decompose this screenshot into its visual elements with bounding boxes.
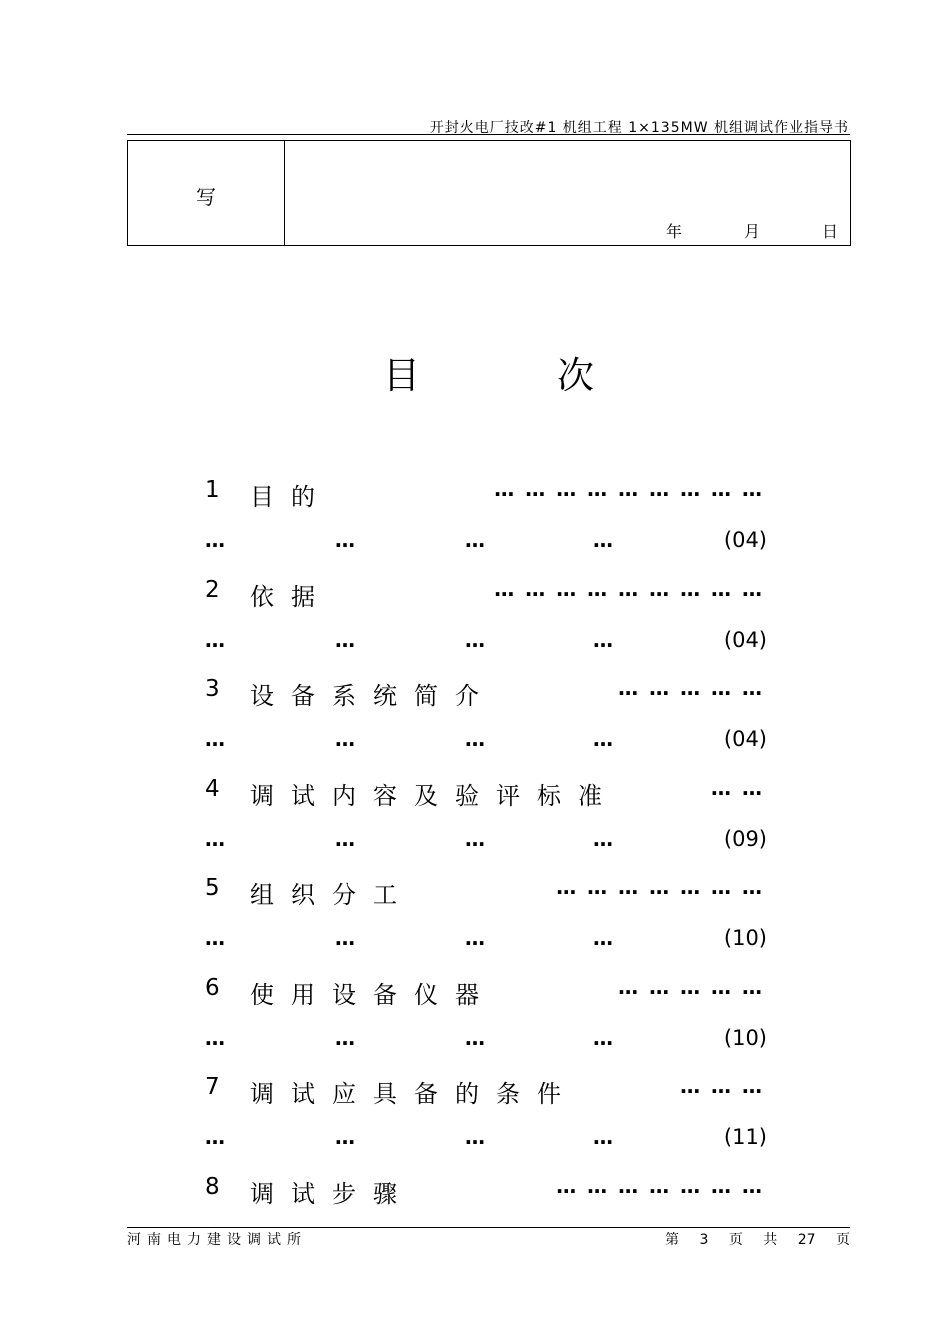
toc-entry-number: 8: [205, 1174, 220, 1200]
toc-leader-dots: …: [593, 827, 613, 851]
toc-entry-title-char: 调: [250, 1080, 274, 1108]
toc-entry-title-char: 调: [250, 1180, 274, 1208]
toc-leader-dots: …: [465, 1125, 485, 1149]
toc-entry[interactable]: [0, 875, 950, 911]
toc-entry-title-char: 介: [455, 682, 479, 710]
header-rule: [127, 134, 850, 135]
toc-leader-dots: …: [465, 727, 485, 751]
toc-title-right: 次: [557, 354, 594, 397]
toc-entry-title: [250, 1174, 414, 1209]
toc-entry-title-char: 使: [250, 981, 274, 1009]
signature-label: 写: [196, 185, 216, 209]
footer-page-current: 3: [699, 1232, 709, 1248]
signature-table: [127, 140, 851, 246]
toc-leader-dots: …: [593, 727, 613, 751]
toc-entry[interactable]: [0, 975, 950, 1011]
toc-leader-dots: …: [205, 1026, 225, 1050]
toc-entry-title-char: 依: [250, 583, 274, 611]
toc-entry-title: [250, 577, 332, 612]
toc-entry-title-char: 步: [332, 1180, 356, 1208]
toc-leader-dots: …: [205, 628, 225, 652]
toc-entry-number: 4: [205, 776, 220, 802]
footer-page-info: [665, 1229, 850, 1249]
toc-leader-dots: …: [205, 926, 225, 950]
toc-entry-title-char: 件: [537, 1080, 561, 1108]
toc-leader-dots: … … … … …: [618, 676, 764, 700]
date-month-label: 月: [744, 222, 761, 241]
toc-entry-page-number: (11): [723, 1125, 767, 1149]
toc-leader-dots: …: [593, 628, 613, 652]
toc-entry-title-char: 骤: [373, 1180, 397, 1208]
date-year-label: 年: [666, 222, 683, 241]
toc-entry-page-number: (09): [723, 827, 767, 851]
toc-title-left: 目: [383, 354, 420, 397]
toc-entry-number: 1: [205, 477, 220, 503]
toc-entry-number: 6: [205, 975, 220, 1001]
table-divider: [284, 141, 285, 245]
toc-entry-title-char: 验: [455, 782, 479, 810]
toc-entry-title-char: 据: [291, 583, 315, 611]
toc-entry-title-char: 组: [250, 881, 274, 909]
toc-entry-number: 2: [205, 577, 220, 603]
toc-entry-title: [250, 776, 619, 811]
toc-entry-continuation: [0, 926, 950, 962]
toc-entry-page-number: (04): [723, 727, 767, 751]
toc-entry-title-char: 内: [332, 782, 356, 810]
toc-leader-dots: …: [335, 1026, 355, 1050]
toc-entry-title-char: 容: [373, 782, 397, 810]
document-header-title: 开封火电厂技改#1 机组工程 1×135MW 机组调试作业指导书: [429, 120, 849, 136]
toc-entry[interactable]: [0, 1174, 950, 1210]
toc-leader-dots: …: [205, 827, 225, 851]
toc-entry-title-char: 设: [250, 682, 274, 710]
footer-page-post: 页: [836, 1232, 850, 1248]
toc-leader-dots: …: [465, 926, 485, 950]
toc-leader-dots: … … … … …: [618, 975, 764, 999]
toc-entry-page-number: (04): [723, 528, 767, 552]
toc-entry-number: 3: [205, 676, 220, 702]
toc-leader-dots: …: [593, 1026, 613, 1050]
toc-entry-title-char: 应: [332, 1080, 356, 1108]
toc-entry-title: [250, 477, 332, 512]
toc-entry[interactable]: [0, 676, 950, 712]
toc-entry[interactable]: [0, 1074, 950, 1110]
toc-leader-dots: …: [335, 727, 355, 751]
toc-entry-continuation: [0, 1026, 950, 1062]
toc-entry-page-number: (10): [723, 926, 767, 950]
footer-page-pre: 第: [664, 1232, 679, 1248]
footer-page-mid: 页: [728, 1232, 743, 1248]
toc-entry-title-char: 准: [578, 782, 602, 810]
toc-entry-title-char: 用: [291, 981, 315, 1009]
toc-entry-title-char: 备: [373, 981, 397, 1009]
toc-entry-title: [250, 1074, 578, 1109]
toc-entry-number: 7: [205, 1074, 220, 1100]
toc-leader-dots: …: [465, 827, 485, 851]
toc-entry-title-char: 试: [291, 1180, 315, 1208]
toc-leader-dots: …: [465, 528, 485, 552]
toc-entry-title-char: 的: [455, 1080, 479, 1108]
footer-page-total-label: 共: [763, 1232, 778, 1248]
date-day-label: 日: [822, 222, 839, 241]
toc-leader-dots: …: [335, 926, 355, 950]
toc-entry-title-char: 试: [291, 1080, 315, 1108]
toc-leader-dots: …: [335, 1125, 355, 1149]
toc-entry-title-char: 调: [250, 782, 274, 810]
toc-leader-dots: …: [465, 1026, 485, 1050]
footer-organization: 河南电力建设调试所: [127, 1232, 307, 1248]
footer-rule: [127, 1227, 850, 1228]
toc-entry-title: [250, 875, 414, 910]
toc-leader-dots: …: [205, 1125, 225, 1149]
toc-entry-page-number: (04): [723, 628, 767, 652]
footer-page-total: 27: [797, 1232, 816, 1248]
toc-entry-title-char: 器: [455, 981, 479, 1009]
toc-leader-dots: …: [205, 528, 225, 552]
toc-entry-title-char: 试: [291, 782, 315, 810]
toc-entry-title-char: 标: [537, 782, 561, 810]
toc-entry-title-char: 的: [291, 483, 315, 511]
toc-entry-continuation: [0, 628, 950, 664]
toc-entry-title-char: 仪: [414, 981, 438, 1009]
toc-leader-dots: …: [593, 1125, 613, 1149]
toc-leader-dots: …: [335, 528, 355, 552]
toc-entry-title-char: 系: [332, 682, 356, 710]
toc-leader-dots: … … …: [680, 1074, 764, 1098]
toc-leader-dots: …: [593, 528, 613, 552]
toc-entry-page-number: (10): [723, 1026, 767, 1050]
toc-leader-dots: …: [593, 926, 613, 950]
toc-entry-title-char: 设: [332, 981, 356, 1009]
toc-entry-title: [250, 676, 496, 711]
toc-entry[interactable]: [0, 477, 950, 513]
toc-leader-dots: …: [205, 727, 225, 751]
toc-leader-dots: …: [335, 628, 355, 652]
toc-leader-dots: …: [335, 827, 355, 851]
toc-entry-title-char: 目: [250, 483, 274, 511]
toc-entry-title: [250, 975, 496, 1010]
toc-entry-title-char: 分: [332, 881, 356, 909]
toc-entry-continuation: [0, 827, 950, 863]
toc-leader-dots: … … … … … … … … …: [494, 477, 764, 501]
toc-entry-title-char: 简: [414, 682, 438, 710]
toc-leader-dots: …: [465, 628, 485, 652]
toc-entry[interactable]: [0, 776, 950, 812]
toc-entry-continuation: [0, 528, 950, 564]
toc-entry-continuation: [0, 1125, 950, 1161]
toc-leader-dots: … … … … … … …: [556, 1174, 764, 1198]
toc-entry-number: 5: [205, 875, 220, 901]
toc-leader-dots: … …: [711, 776, 764, 800]
toc-entry[interactable]: [0, 577, 950, 613]
toc-leader-dots: … … … … … … …: [556, 875, 764, 899]
toc-entry-title-char: 统: [373, 682, 397, 710]
toc-entry-title-char: 具: [373, 1080, 397, 1108]
toc-entry-title-char: 工: [373, 881, 397, 909]
toc-entry-title-char: 织: [291, 881, 315, 909]
toc-entry-title-char: 评: [496, 782, 520, 810]
toc-title: [0, 345, 950, 395]
toc-entry-title-char: 备: [414, 1080, 438, 1108]
toc-leader-dots: … … … … … … … … …: [494, 577, 764, 601]
toc-entry-title-char: 及: [414, 782, 438, 810]
toc-entry-title-char: 条: [496, 1080, 520, 1108]
toc-entry-continuation: [0, 727, 950, 763]
toc-entry-title-char: 备: [291, 682, 315, 710]
